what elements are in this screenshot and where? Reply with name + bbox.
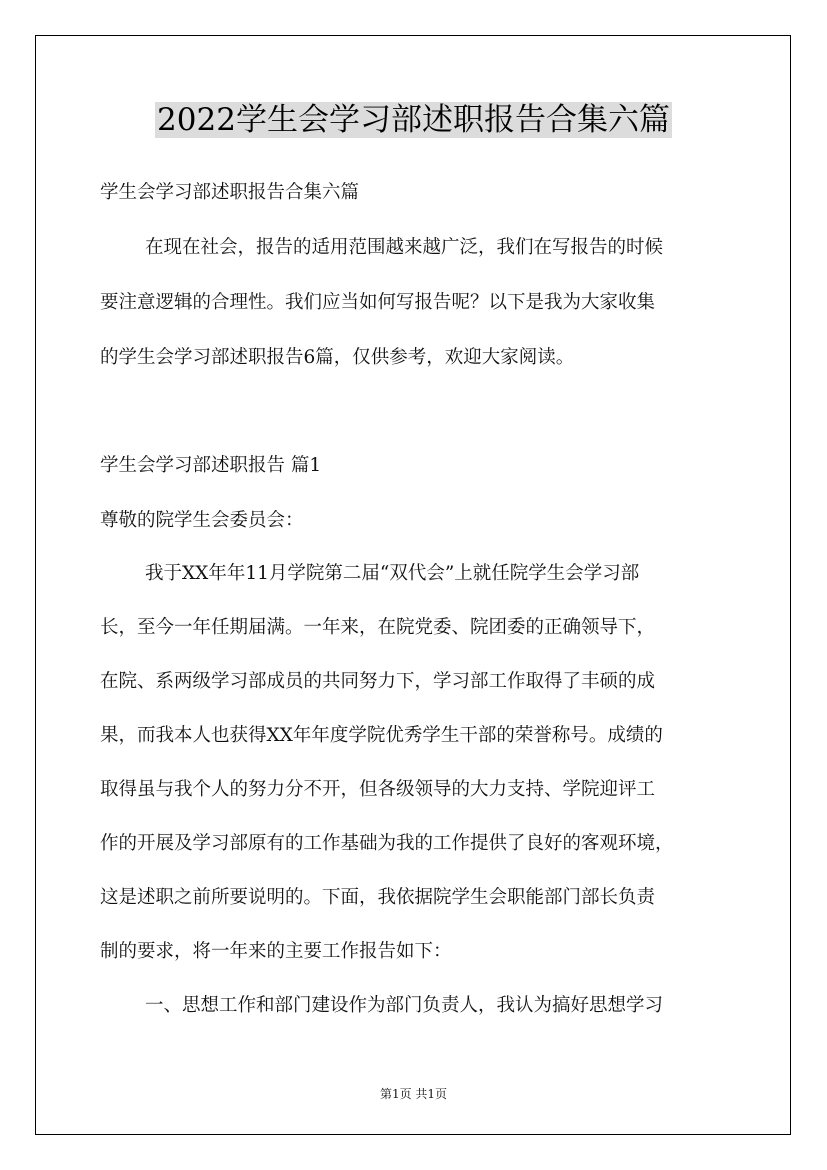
intro-line: 的学生会学习部述职报告6篇，仅供参考，欢迎大家阅读。: [100, 347, 575, 368]
intro-line: 要注意逻辑的合理性。我们应当如何写报告呢？以下是我为大家收集: [100, 292, 656, 313]
body-line: 我于XX年年11月学院第二届“双代会”上就任院学生会学习部: [145, 563, 640, 584]
document-title: [0, 98, 827, 142]
page-footer: 第1页 共1页: [379, 1087, 448, 1101]
body-line: 在院、系两级学习部成员的共同努力下，学习部工作取得了丰硕的成: [100, 671, 656, 692]
body-line: 长，至今一年任期届满。一年来，在院党委、院团委的正确领导下，: [100, 617, 656, 638]
document-title-text: 2022学生会学习部述职报告合集六篇: [157, 102, 670, 138]
body-line: 这是述职之前所要说明的。下面，我依据院学生会职能部门部长负责: [100, 887, 656, 908]
intro-line: 在现在社会，报告的适用范围越来越广泛，我们在写报告的时候: [145, 237, 664, 258]
salutation: 尊敬的院学生会委员会：: [100, 510, 304, 531]
body-line: 制的要求，将一年来的主要工作报告如下：: [100, 941, 452, 962]
body-line: 作的开展及学习部原有的工作基础为我的工作提供了良好的客观环境，: [100, 833, 674, 854]
section-heading: 学生会学习部述职报告 篇1: [100, 455, 322, 476]
body-line: 一、思想工作和部门建设作为部门负责人，我认为搞好思想学习: [145, 995, 664, 1016]
body-line: 取得虽与我个人的努力分不开，但各级领导的大力支持、学院迎评工: [100, 779, 656, 800]
body-line: 果，而我本人也获得XX年年度学院优秀学生干部的荣誉称号。成绩的: [100, 725, 663, 746]
subtitle: 学生会学习部述职报告合集六篇: [100, 182, 360, 203]
